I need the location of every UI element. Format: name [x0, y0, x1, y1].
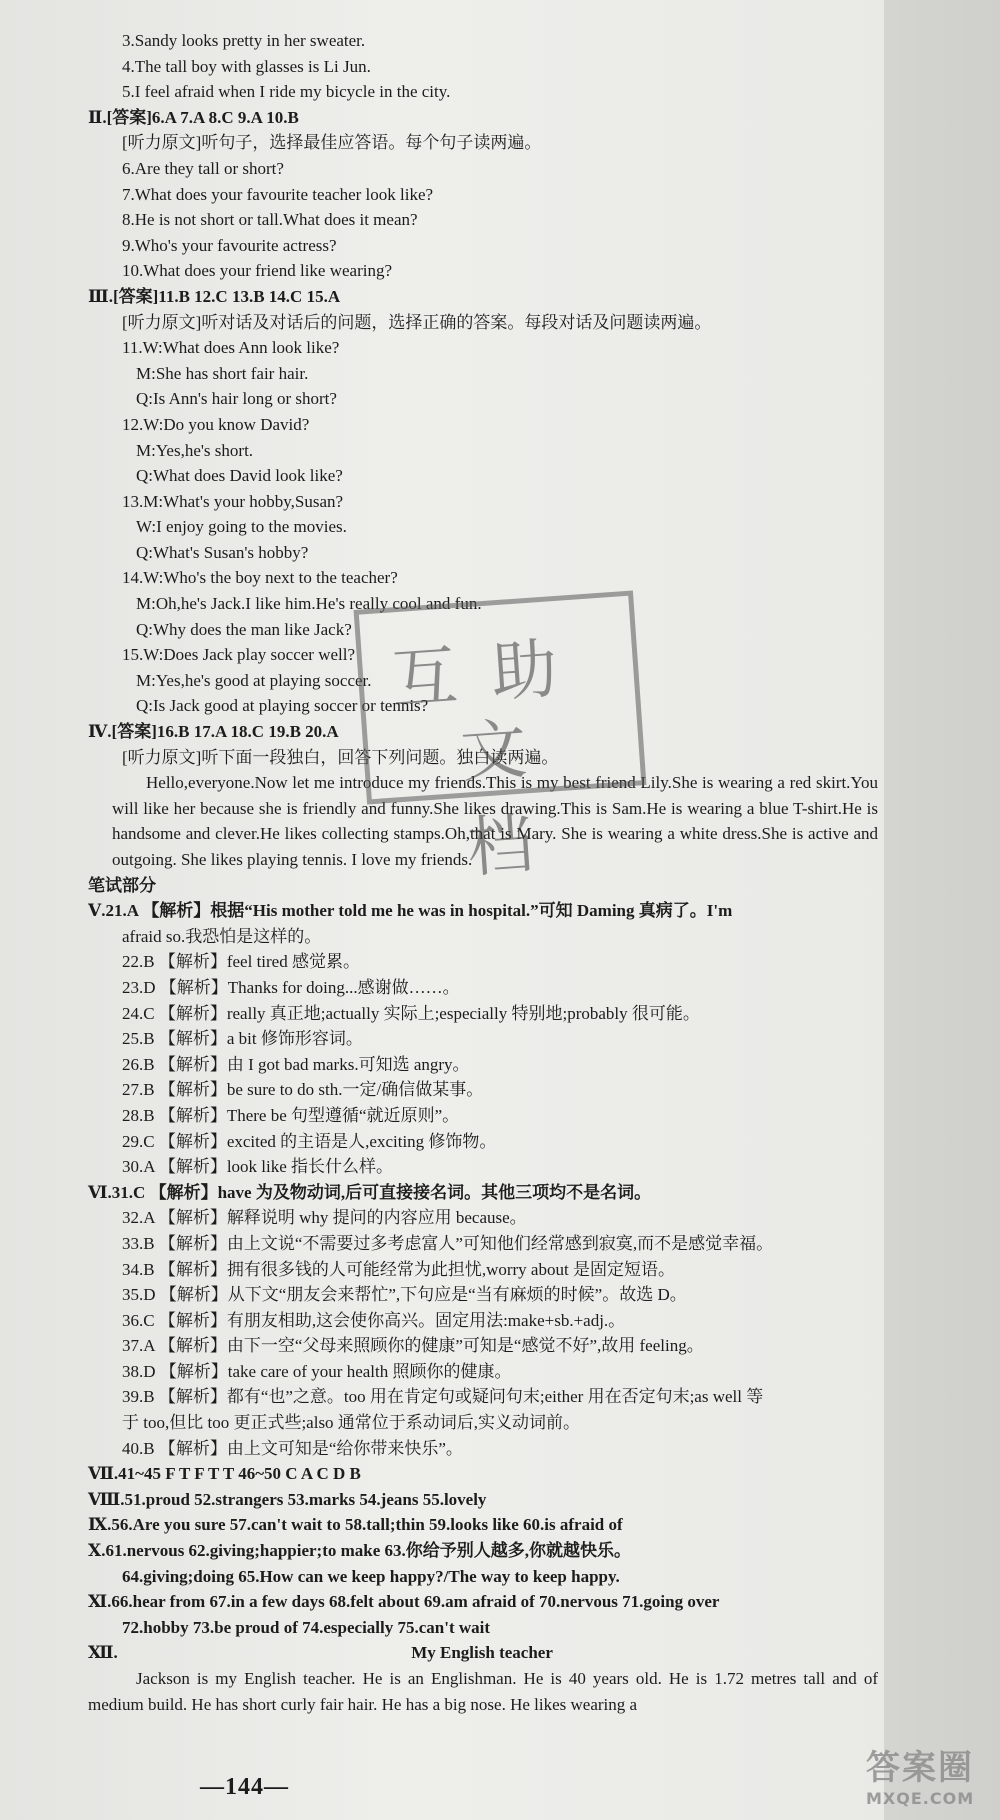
listening-instruction: [听力原文]听句子，选择最佳应答语。每个句子读两遍。: [122, 133, 542, 153]
written-section-header: 笔试部分: [88, 875, 156, 895]
explanation-line: 38.D 【解析】take care of your health 照顾你的健康。: [122, 1361, 512, 1381]
answer-line: 64.giving;doing 65.How can we keep happy?/The way to keep happy.: [122, 1566, 620, 1586]
answer-line: 72.hobby 73.be proud of 74.especially 75.can't wait: [122, 1617, 491, 1637]
watermark-domain: MXQE.COM: [866, 1789, 975, 1808]
explanation-line: 37.A 【解析】由下一空“父母来照顾你的健康”可知是“感觉不好”,故用 feeling。: [122, 1336, 704, 1356]
page-number: —144—: [200, 1774, 289, 1800]
dialogue-line: M:Yes,he's short.: [136, 440, 254, 460]
essay-title-row: [88, 1640, 878, 1666]
text-line: 8.He is not short or tall.What does it mean?: [122, 210, 418, 230]
watermark-title: 答案圈: [866, 1748, 974, 1788]
text-line: 7.What does your favourite teacher look like?: [122, 184, 434, 204]
essay-title: My English teacher: [411, 1643, 553, 1663]
explanation-line: 36.C 【解析】有朋友相助,这会使你高兴。固定用法:make+sb.+adj.。: [122, 1310, 626, 1330]
explanation-line: 22.B 【解析】feel tired 感觉累。: [122, 952, 360, 972]
answer-line: Ⅸ.56.Are you sure 57.can't wait to 58.tall;thin 59.looks like 60.is afraid of: [88, 1515, 623, 1535]
explanation-line: 35.D 【解析】从下文“朋友会来帮忙”,下句应是“当有麻烦的时候”。故选 D。: [122, 1285, 687, 1305]
text-line: 6.Are they tall or short?: [122, 158, 284, 178]
dialogue-line: M:Yes,he's good at playing soccer.: [136, 670, 372, 690]
listening-instruction: [听力原文]听下面一段独白，回答下列问题。独白读两遍。: [122, 747, 559, 767]
explanation-line: 于 too,但比 too 更正式些;also 通常位于系动词后,实义动词前。: [122, 1413, 581, 1433]
stamp-text-bottom: 文档: [458, 707, 570, 887]
explanation-line: 40.B 【解析】由上文可知是“给你带来快乐”。: [122, 1438, 463, 1458]
dialogue-line: Q:Is Jack good at playing soccer or tennis?: [136, 696, 429, 716]
explanation-line: 34.B 【解析】拥有很多钱的人可能经常为此担忧,worry about 是固定短语。: [122, 1259, 675, 1279]
dialogue-line: 12.W:Do you know David?: [122, 414, 310, 434]
dialogue-line: Q:Is Ann's hair long or short?: [136, 389, 337, 409]
dialogue-line: M:Oh,he's Jack.I like him.He's really cool and fun.: [136, 594, 482, 614]
explanation-line: 29.C 【解析】excited 的主语是人,exciting 修饰物。: [122, 1131, 497, 1151]
explanation-line: 39.B 【解析】都有“也”之意。too 用在肯定句或疑问句末;either 用在否定句末;as well 等: [122, 1387, 764, 1407]
answer-line: Ⅹ.61.nervous 62.giving;happier;to make 63.你给予别人越多,你就越快乐。: [88, 1541, 632, 1561]
section-answer-line: Ⅳ.[答案]16.B 17.A 18.C 19.B 20.A: [88, 722, 339, 742]
dialogue-line: W:I enjoy going to the movies.: [136, 517, 347, 537]
text-line: 9.Who's your favourite actress?: [122, 235, 337, 255]
text-line: 4.The tall boy with glasses is Li Jun.: [122, 56, 371, 76]
dialogue-line: 11.W:What does Ann look like?: [122, 338, 340, 358]
section-answer-line: Ⅲ.[答案]11.B 12.C 13.B 14.C 15.A: [88, 286, 341, 306]
dialogue-line: 13.M:What's your hobby,Susan?: [122, 491, 344, 511]
explanation-line: afraid so.我恐怕是这样的。: [122, 926, 322, 946]
text-line: 5.I feel afraid when I ride my bicycle in the city.: [122, 82, 451, 102]
answer-line: Ⅶ.41~45 F T F T T 46~50 C A C D B: [88, 1464, 361, 1484]
dialogue-line: 14.W:Who's the boy next to the teacher?: [122, 568, 398, 588]
section-answer-line: Ⅱ.[答案]6.A 7.A 8.C 9.A 10.B: [88, 107, 299, 127]
answer-line: Ⅺ.66.hear from 67.in a few days 68.felt about 69.am afraid of 70.nervous 71.going over: [88, 1592, 720, 1612]
explanation-line: Ⅵ.31.C 【解析】have 为及物动词,后可直接接名词。其他三项均不是名词。: [88, 1182, 652, 1202]
explanation-line: 32.A 【解析】解释说明 why 提问的内容应用 because。: [122, 1208, 527, 1228]
explanation-line: 23.D 【解析】Thanks for doing...感谢做……。: [122, 977, 460, 997]
explanation-line: 27.B 【解析】be sure to do sth.一定/确信做某事。: [122, 1080, 484, 1100]
dialogue-line: Q:Why does the man like Jack?: [136, 619, 352, 639]
listening-instruction: [听力原文]听对话及对话后的问题，选择正确的答案。每段对话及问题读两遍。: [122, 312, 712, 332]
text-line: 3.Sandy looks pretty in her sweater.: [122, 31, 366, 50]
explanation-line: 30.A 【解析】look like 指长什么样。: [122, 1157, 394, 1177]
seal-stamp: [354, 590, 647, 887]
adjacent-page-edge: [884, 0, 1000, 1820]
explanation-line: Ⅴ.21.A 【解析】根据“His mother told me he was in hospital.”可知 Daming 真病了。I'm: [88, 901, 733, 921]
explanation-line: 28.B 【解析】There be 句型遵循“就近原则”。: [122, 1105, 460, 1125]
stamp-text-top: 互助: [388, 627, 594, 719]
monologue-paragraph: Hello,everyone.Now let me introduce my friends.This is my best friend Lily.She is wearing a red skirt.You will like her because she is friendly and funny.She likes drawing.This is Sam.He is wearing a blue T-shirt.He is handsome and clever.He likes collecting stamps.Oh,that is Mary. She is wearing a white dress.She is active and outgoing. She likes playing tennis. I love my friends.: [112, 773, 878, 869]
section-number: Ⅻ.: [88, 1643, 118, 1663]
answer-line: Ⅷ.51.proud 52.strangers 53.marks 54.jeans 55.lovely: [88, 1489, 487, 1509]
explanation-line: 33.B 【解析】由上文说“不需要过多考虑富人”可知他们经常感到寂寞,而不是感觉幸福。: [122, 1233, 774, 1253]
dialogue-line: 15.W:Does Jack play soccer well?: [122, 645, 356, 665]
text-line: 10.What does your friend like wearing?: [122, 261, 393, 281]
watermark-logo: [866, 1740, 1000, 1820]
essay-paragraph: Jackson is my English teacher. He is an Englishman. He is 40 years old. He is 1.72 metres tall and of medium build. He has short curly fair hair. He has a big nose. He likes wearing a: [88, 1669, 878, 1714]
dialogue-line: Q:What does David look like?: [136, 466, 343, 486]
explanation-line: 25.B 【解析】a bit 修饰形容词。: [122, 1029, 363, 1049]
dialogue-line: Q:What's Susan's hobby?: [136, 542, 309, 562]
explanation-line: 24.C 【解析】really 真正地;actually 实际上;especially 特别地;probably 很可能。: [122, 1003, 700, 1023]
dialogue-line: M:She has short fair hair.: [136, 363, 309, 383]
explanation-line: 26.B 【解析】由 I got bad marks.可知选 angry。: [122, 1054, 470, 1074]
